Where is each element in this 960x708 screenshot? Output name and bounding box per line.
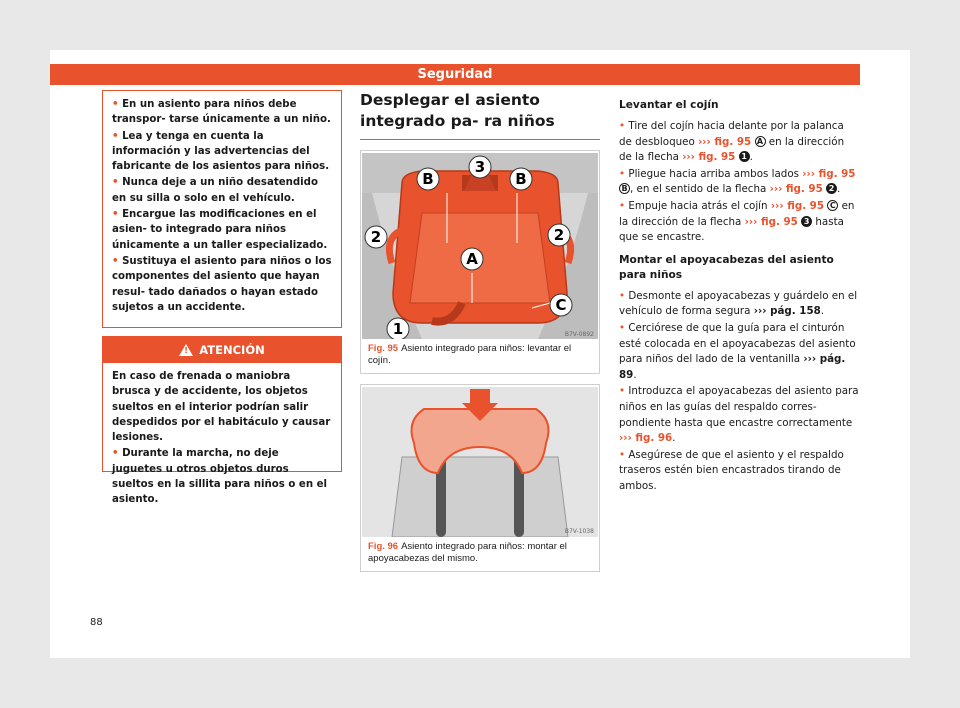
callout-label: A — [466, 250, 478, 268]
figure-96 — [360, 384, 600, 572]
warning-item: • Nunca deje a un niño desatendido en su silla o solo en el vehículo. — [112, 177, 318, 204]
figure-code: B7V-0892 — [564, 331, 594, 338]
warning-item: • Encargue las modificaciones en el asien- to integrado para niños únicamente a un taller especializado. — [112, 209, 328, 251]
warning-triangle-icon — [179, 344, 193, 356]
atencion-header: ! ATENCIÓN — [103, 337, 341, 363]
instruction-item: • Desmonte el apoyacabezas y guárdelo en el vehículo de forma segura ››› pág. 158. — [619, 289, 858, 318]
atencion-box — [102, 336, 342, 506]
figure-code: B7V-1038 — [564, 528, 594, 535]
subheading: Levantar el cojín — [619, 99, 719, 111]
right-column — [619, 98, 859, 495]
callout-label: C — [555, 296, 567, 314]
callout-label: 3 — [474, 158, 486, 176]
section-header: Seguridad — [50, 64, 860, 85]
middle-column — [360, 90, 600, 151]
warning-item: • Sustituya el asiento para niños o los componentes del asiento que hayan resul- tado dañados o hayan estado sujetos a un accidente. — [112, 255, 332, 313]
heading-rule — [360, 139, 600, 140]
subheading: Montar el apoyacabezas del asiento para niños — [619, 253, 834, 281]
warning-box — [102, 90, 342, 328]
callout-label: 2 — [370, 228, 382, 246]
instruction-item: • Pliegue hacia arriba ambos lados ››› fig. 95 B , en el sentido de la flecha ››› fig. 95 2 . — [619, 167, 856, 196]
instruction-item: • Tire del cojín hacia delante por la palanca de desbloqueo ››› fig. 95 A en la dirección de la flecha ››› fig. 95 1 . — [619, 120, 845, 164]
atencion-bullet: • Durante la marcha, no deje juguetes u otros objetos duros sueltos en la sillita para niños o en el asiento. — [112, 448, 328, 506]
warning-item: • Lea y tenga en cuenta la información y las advertencias del fabricante de los asientos para niños. — [112, 130, 330, 173]
callout-label: 1 — [392, 320, 404, 338]
atencion-text: En caso de frenada o maniobra brusca y de accidente, los objetos sueltos en el interior podrían salir despedidos por el habitáculo y causar lesiones. — [112, 371, 331, 444]
callout-label: B — [515, 170, 527, 188]
callout-label: B — [422, 170, 434, 188]
figure-95 — [360, 150, 600, 374]
instruction-item: • Cerciórese de que la guía para el cinturón esté colocada en el apoyacabezas del asiento para niños del lado de la ventanilla ››› pág. 89. — [619, 321, 856, 381]
section-heading: Desplegar el asiento integrado pa- ra niños — [360, 91, 555, 130]
figure-caption: Fig. 96 Asiento integrado para niños: montar el apoyacabezas del mismo. — [368, 541, 567, 564]
callout-label: 2 — [553, 226, 565, 244]
page-number: 88 — [90, 617, 103, 628]
headrest-illustration — [362, 387, 598, 537]
warning-item: • En un asiento para niños debe transpor- tarse únicamente a un niño. — [112, 99, 331, 126]
instruction-item: • Asegúrese de que el asiento y el respaldo traseros estén bien encastrados tirando de ambos. — [619, 448, 844, 492]
child-seat-cushion-illustration — [362, 153, 598, 339]
instruction-item: • Empuje hacia atrás el cojín ››› fig. 95 C en la dirección de la flecha ››› fig. 95 3 hasta que se encastre. — [619, 199, 855, 244]
instruction-item: • Introduzca el apoyacabezas del asiento para niños en las guías del respaldo corres- pondiente hasta que encastre correctamente ››› fig. 96. — [619, 385, 859, 445]
figure-caption: Fig. 95 Asiento integrado para niños: levantar el cojín. — [368, 343, 572, 366]
